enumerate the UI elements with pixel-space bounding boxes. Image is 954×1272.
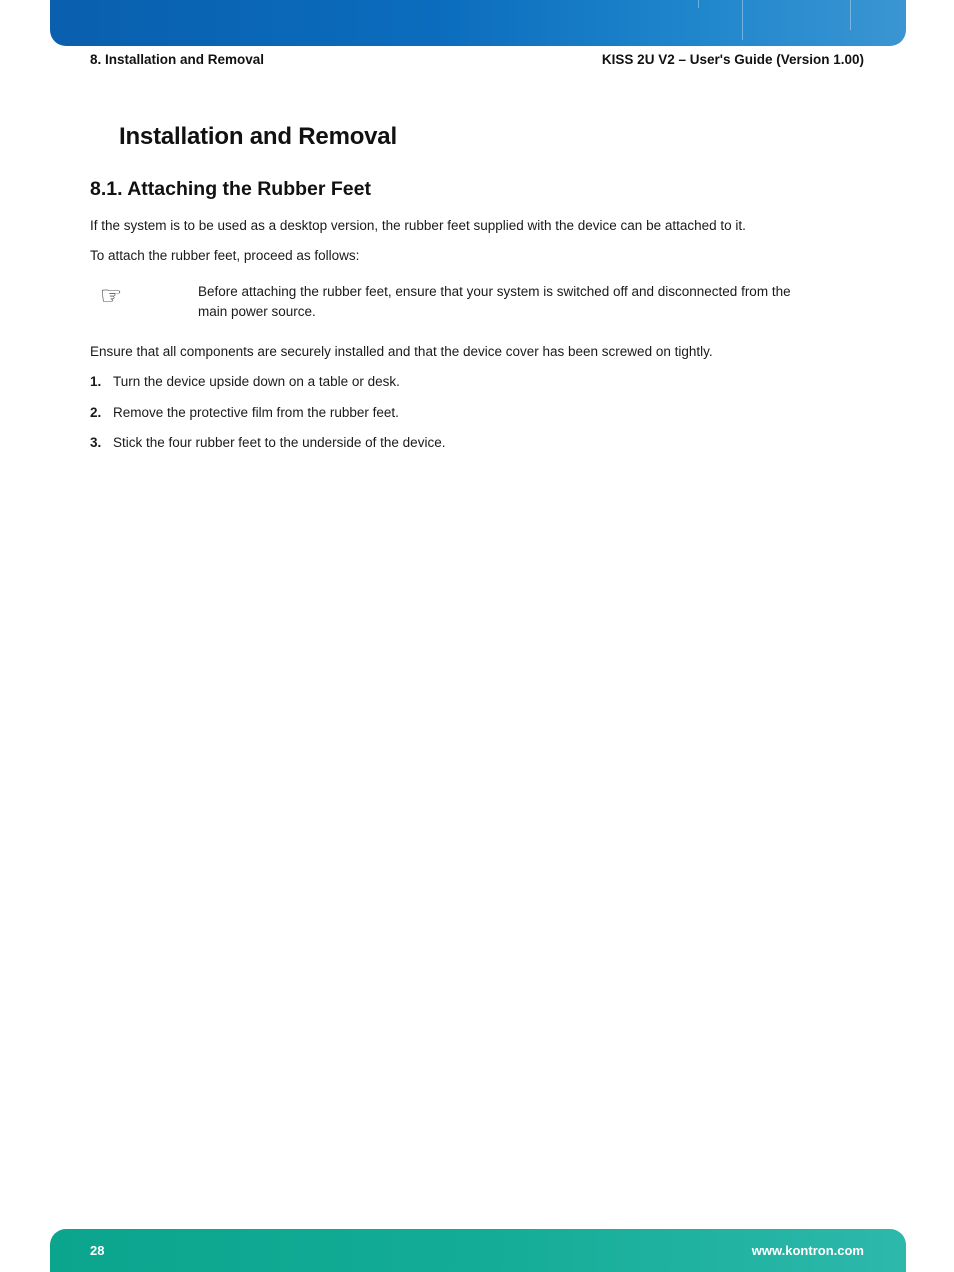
step-number: 1. [90, 374, 102, 389]
chapter-title: Installation and Removal [119, 123, 397, 150]
page-number: 28 [90, 1243, 105, 1258]
header-band-decoration [698, 0, 699, 8]
intro-paragraph: If the system is to be used as a desktop version, the rubber feet supplied with the device can be attached to it. [90, 218, 746, 233]
header-band-decoration [742, 0, 743, 40]
note-text-line: main power source. [198, 304, 316, 319]
note-text-line: Before attaching the rubber feet, ensure that your system is switched off and disconnected from the [198, 284, 791, 299]
step-text: Remove the protective film from the rubber feet. [113, 404, 399, 420]
header-band-decoration [850, 0, 851, 30]
running-header-chapter: 8. Installation and Removal [90, 52, 265, 67]
lead-in-paragraph: To attach the rubber feet, proceed as follows: [90, 248, 360, 263]
step-text: Stick the four rubber feet to the underside of the device. [113, 435, 446, 450]
header-band [50, 0, 906, 46]
step-number: 3. [90, 435, 102, 450]
footer-band [50, 1229, 906, 1272]
step-number: 2. [90, 404, 102, 420]
footer-website-link[interactable]: www.kontron.com [751, 1243, 864, 1258]
running-header [90, 52, 864, 70]
precondition-paragraph: Ensure that all components are securely installed and that the device cover has been screwed on tightly. [90, 344, 713, 359]
running-header-doc-title: KISS 2U V2 – User's Guide (Version 1.00) [601, 52, 864, 67]
note-box [90, 282, 864, 326]
section-title: 8.1. Attaching the Rubber Feet [90, 178, 371, 200]
pointing-hand-icon: ☞ [100, 281, 123, 310]
step-text: Turn the device upside down on a table or desk. [113, 374, 400, 389]
note-text [198, 282, 848, 322]
